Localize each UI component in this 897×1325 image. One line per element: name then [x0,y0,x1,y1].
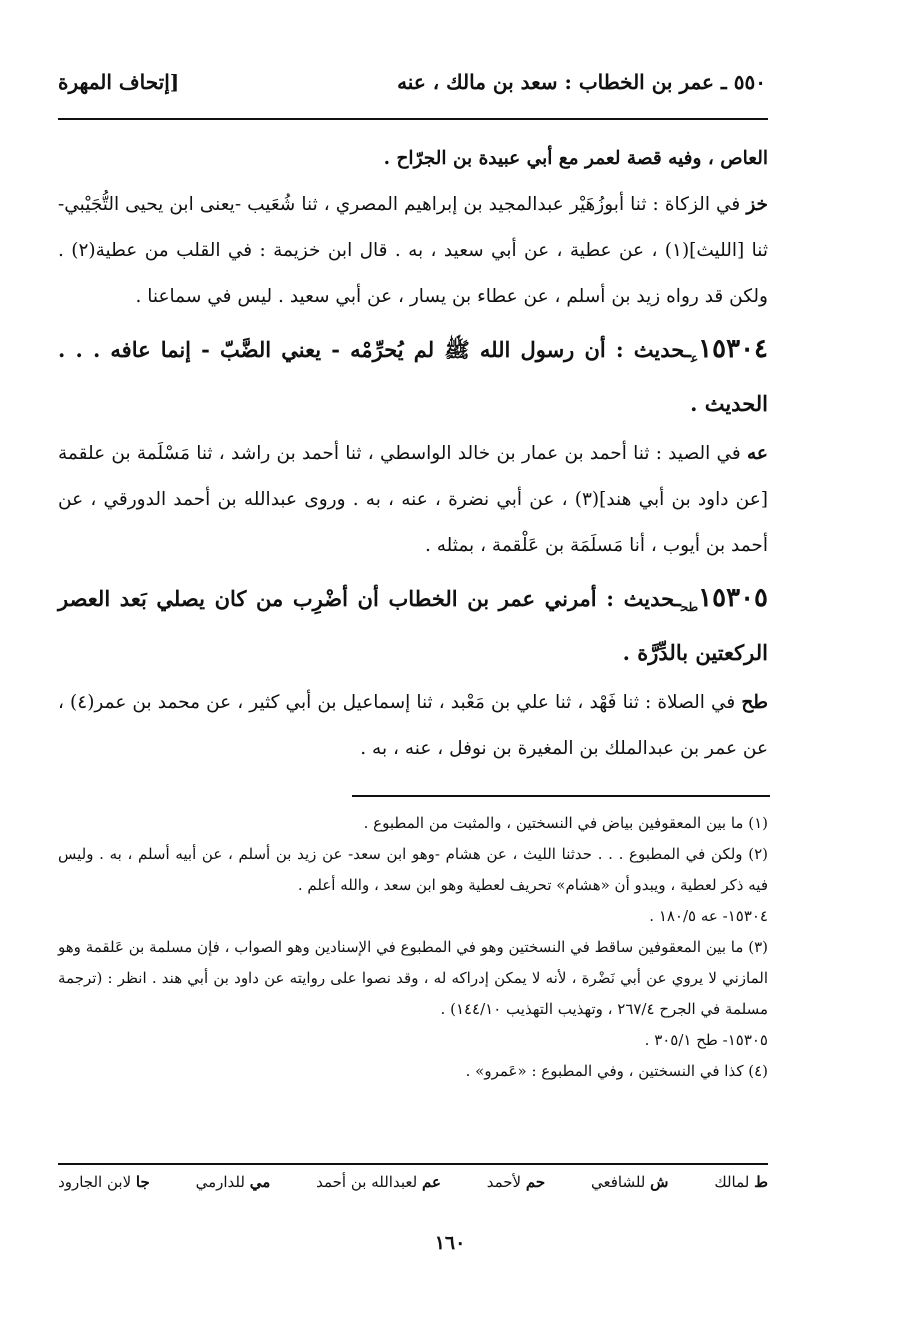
legend-code: جا [135,1173,150,1191]
legend-item [196,1173,271,1191]
running-header [58,70,766,94]
legend-item [58,1173,150,1191]
footnote: (٣) ما بين المعقوفين ساقط في النسختين وهو في المطبوع في الإسنادين وهو الصواب ، فإن مسلمة بن عَلقمة وهو المازني لا يروي عن أبي نَضْرة ، لأنه لا يمكن إدراكه له ، وقد نصوا على روايته عن داود بن أبي هند . انظر : (ترجمة مسلمة في الجرح ٢٦٧/٤ ، وتهذيب التهذيب ١٤٤/١٠) . [58,938,768,1018]
legend-text: لأحمد [486,1173,522,1191]
header-book-title: [إتحاف المهرة [58,70,180,94]
hadith-title-text: ـحديث : أن رسول الله ﷺ لم يُحرِّمْه - يعني الضَّبّ - إنما عافه . . . الحديث . [58,337,768,417]
main-text [58,136,768,772]
legend-item [714,1173,768,1191]
paragraph-text: في الصلاة : ثنا فَهْد ، ثنا علي بن مَعْبد ، ثنا إسماعيل بن أبي كثير ، عن محمد بن عمر(٤) ، عن عمر بن عبدالملك بن المغيرة بن نوفل ، عنه ، به . [58,692,768,760]
header-rule [58,118,768,120]
source-symbol: طح [741,692,768,714]
hadith-number: ١٥٣٠٤ [698,334,768,364]
legend-text: لابن الجارود [58,1173,132,1191]
hadith-source-symbol: طح [680,600,699,615]
hadith-source-symbol: ع [691,351,699,366]
paragraph-text: في الزكاة : ثنا أبوزُهَيْر عبدالمجيد بن إبراهيم المصري ، ثنا شُعَيب -يعنى ابن يحيى التُّجَيْبي- ثنا [الليث](١) ، عن عطية ، عن أبي سعيد ، به . قال ابن خزيمة : في القلب من عطية(٢) . ولكن قد رواه زيد بن أسلم ، عن عطاء بن يسار ، عن أبي سعيد . ليس في سماعنا . [58,194,768,307]
legend-text: للدارمي [195,1173,245,1191]
legend-text: لمالك [714,1173,750,1191]
paragraph [58,680,768,772]
legend-item [316,1173,441,1191]
footnote: (٤) كذا في النسختين ، وفي المطبوع : «عَمرو» . [465,1062,768,1080]
legend-code: ش [650,1173,669,1191]
paragraph [58,136,768,182]
paragraph [58,182,768,320]
footnote-reference: ١٥٣٠٤- عه ١٨٠/٥ . [649,907,768,925]
footnote: (٢) ولكن في المطبوع . . . حدثنا الليث ، عن هشام -وهو ابن سعد- عن زيد بن أسلم ، عن أبيه أسلم ، به . وليس فيه ذكر لعطية ، ويبدو أن «هشام» تحريف لعطية وهو ابن سعد ، والله أعلم . [58,845,768,894]
legend-code: ط [754,1173,768,1191]
hadith-heading [58,575,768,676]
hadith-number: ١٥٣٠٥ [698,583,768,614]
page-number: ١٦٠ [434,1232,466,1254]
hadith-heading [58,326,768,427]
legend-item [591,1173,669,1191]
hadith-title-text: ـحديث : أمرني عمر بن الخطاب أن أضْرِب من كان يصلي بَعد العصر الركعتين بالدِّرَّة . [58,586,768,666]
legend-text: لعبدالله بن أحمد [316,1173,418,1191]
source-symbol: خز [746,194,768,215]
paragraph-text: في الصيد : ثنا أحمد بن عمار بن خالد الواسطي ، ثنا أحمد بن راشد ، ثنا مَسْلَمة بن علقمة [عن داود بن أبي هند](٣) ، عن أبي نضرة ، عنه ، به . وروى عبدالله بن أحمد الدورقي ، عن أحمد بن أيوب ، أنا مَسلَمَة بن عَلْقمة ، بمثله . [58,443,768,557]
legend-rule [58,1163,768,1165]
legend-item [487,1173,545,1191]
paragraph [58,431,768,569]
footnotes [58,808,768,1087]
header-chapter-title: ٥٥٠ ـ عمر بن الخطاب : سعد بن مالك ، عنه [397,70,766,94]
legend-code: عم [421,1173,441,1191]
paragraph-text: العاص ، وفيه قصة لعمر مع أبي عبيدة بن الجرّاح . [383,148,768,169]
source-symbol: عه [747,443,768,465]
legend-code: حم [525,1173,546,1191]
legend-text: للشافعي [590,1173,646,1191]
footnote-rule [352,795,770,797]
abbreviation-legend [58,1173,768,1191]
legend-code: مي [249,1173,271,1191]
footnote: (١) ما بين المعقوفين بياض في النسختين ، والمثبت من المطبوع . [363,814,768,832]
footnote-reference: ١٥٣٠٥- طح ٣٠٥/١ . [644,1031,768,1049]
